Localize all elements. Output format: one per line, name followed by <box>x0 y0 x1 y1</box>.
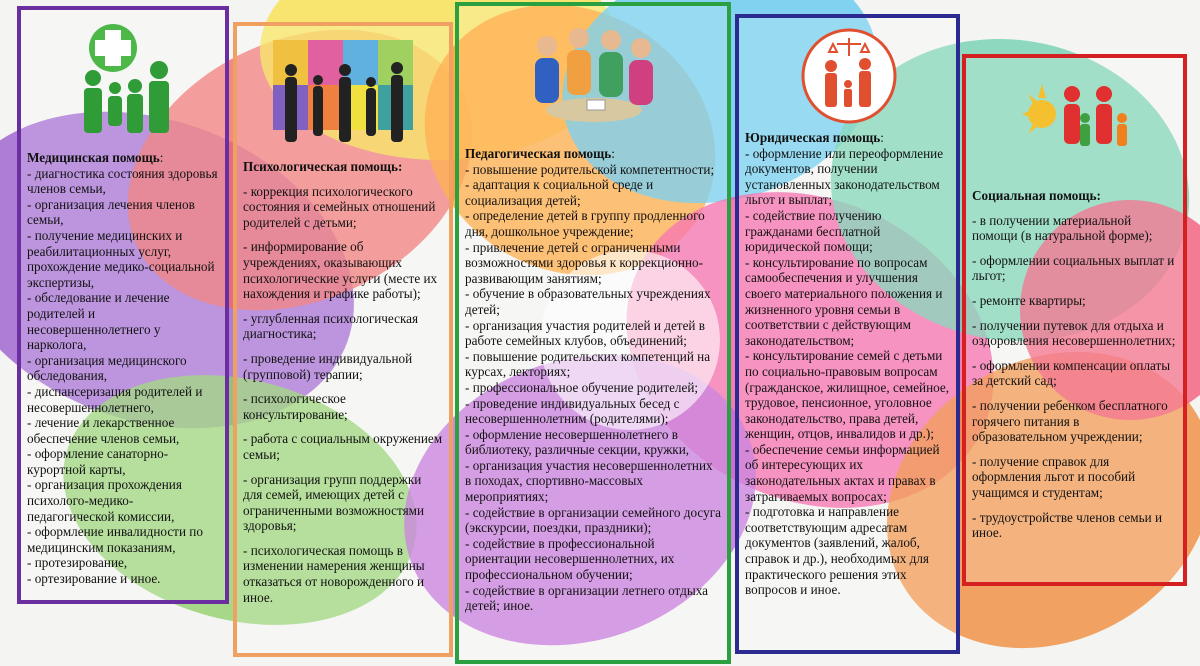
list-item: - оформлении компенсации оплаты за детский сад; <box>972 357 1171 389</box>
list-item: - содействие в профессиональной ориентации несовершеннолетних, их профессиональном обучении; <box>465 535 675 583</box>
list-item: - содействие в организации семейного досуга (экскурсии, поездки, праздники); <box>465 504 721 536</box>
list-item: - организация медицинского обследования, <box>27 352 187 384</box>
list-item: - подготовка и направление соответствующим адресатам документов (заявлений, жалоб, справок и др.), необходимых для практического решения этих вопросов и иное. <box>745 504 929 598</box>
list-item: - обследование и лечение родителей и несовершеннолетнего у нарколога, <box>27 290 170 353</box>
list-item: - получении путевок для отдыха и оздоровления несовершеннолетних; <box>972 317 1176 349</box>
list-item: - лечение и лекарственное обеспечение членов семьи, <box>27 415 180 446</box>
list-item: - организация лечения членов семьи, <box>27 196 195 228</box>
list-item: - проведение индивидуальных бесед с несовершеннолетним (родителями); <box>465 395 680 427</box>
legal-panel <box>735 14 960 654</box>
list-item: - ремонте квартиры; <box>972 292 1086 308</box>
list-item: - информирование об учреждениях, оказывающих психологические услуги (месте их нахождения и графике работы); <box>243 239 438 302</box>
list-item: - трудоустройстве членов семьи и иное. <box>972 509 1163 541</box>
list-item: - организация участия родителей и детей в работе семейных клубов, объединений; <box>465 317 706 349</box>
list-item: - оформлении социальных выплат и льгот; <box>972 252 1175 284</box>
list-item: - получение медицинских и реабилитационных услуг, прохождение медико-социальной экспертизы, <box>27 227 215 290</box>
pedagogical-list <box>465 162 721 614</box>
list-item: - консультирование по вопросам самообеспечения и улучшения своего материального положения и жизненного уровня семьи в соответствии с действующим законодательством; <box>745 254 943 348</box>
list-item: - коррекция психологического состояния и семейных отношений родителей с детьми; <box>243 183 436 230</box>
panel-title: Социальная помощь: <box>972 188 1101 203</box>
list-item: - углубленная психологическая диагностика; <box>243 310 419 342</box>
list-item: - получении ребенком бесплатного горячего питания в образовательном учреждении; <box>972 397 1168 445</box>
list-item: - оформление санаторно-курортной карты, <box>27 446 169 477</box>
list-item: - психологическая помощь в изменении намерения женщины отказаться от новорожденного и иное. <box>243 542 425 605</box>
list-item: - в получении материальной помощи (в натуральной форме); <box>972 212 1153 244</box>
list-item: - организация прохождения психолого-медико-педагогической комиссии, <box>27 477 182 524</box>
family-sun-icon <box>1022 74 1132 159</box>
list-item: - организация участия несовершеннолетних в походах, спортивно-массовых мероприятиях; <box>465 457 713 505</box>
list-item: - оформление инвалидности по медицинским показаниям, <box>27 524 203 555</box>
list-item: - оформление или переоформление документов, получении установленных законодательством льгот и выплат; <box>745 145 944 208</box>
psychological-panel <box>233 22 453 657</box>
list-item: - содействие в организации летнего отдыха детей; иное. <box>465 582 708 614</box>
list-item: - профессиональное обучение родителей; <box>465 379 699 395</box>
list-item: - оформление несовершеннолетнего в библиотеку, различные секции, кружки, <box>465 426 690 458</box>
social-list <box>972 213 1177 541</box>
social-panel <box>962 54 1187 586</box>
list-item: - организация групп поддержки для семей, имеющих детей с ограниченными возможностями здоровья; <box>243 471 425 534</box>
family-scales-icon <box>799 26 899 126</box>
list-item: - содействие получению гражданами бесплатной юридической помощи; <box>745 207 882 255</box>
panel-title: Юридическая помощь: <box>745 130 884 145</box>
psychological-list <box>243 184 443 606</box>
list-item: - определение детей в группу продленного дня, дошкольное учреждение; <box>465 208 705 239</box>
medical-panel <box>17 6 229 604</box>
list-item: - проведение индивидуальной (групповой) терапии; <box>243 350 413 382</box>
panel-title: Педагогическая помощь: <box>465 146 615 161</box>
list-item: - обучение в образовательных учреждениях детей; <box>465 286 711 317</box>
medical-family-cross-icon <box>73 18 183 138</box>
puzzle-people-icon <box>273 40 413 150</box>
list-item: - консультирование семей с детьми по социально-правовым вопросам (гражданское, жилищное, семейное, трудовое, пенсионное, уголовное законодательство, права детей, женщин, отцов, инвалидов и др.); <box>745 348 950 442</box>
teacher-group-icon <box>529 18 659 128</box>
list-item: - ортезирование и иное. <box>27 571 161 587</box>
list-item: - обеспечение семьи информацией об интересующих их законодательных актах и правах в затрагиваемых вопросах; <box>745 441 940 504</box>
list-item: - повышение родительской компетентности; <box>465 161 715 177</box>
panel-title: Медицинская помощь: <box>27 150 164 165</box>
panel-title: Психологическая помощь: <box>243 159 403 174</box>
list-item: - получение справок для оформления льгот и пособий учащимся и студентам; <box>972 453 1136 500</box>
list-item: - диспансеризация родителей и несовершеннолетнего, <box>27 383 203 415</box>
list-item: - диагностика состояния здоровья членов семьи, <box>27 165 218 197</box>
medical-list <box>27 166 219 587</box>
pedagogical-panel <box>455 2 731 664</box>
list-item: - психологическое консультирование; <box>243 391 348 422</box>
list-item: - протезирование, <box>27 555 128 571</box>
list-item: - привлечение детей с ограниченными возможностями здоровья к коррекционно-развивающим занятиям; <box>465 239 704 286</box>
list-item: - адаптация к социальной среде и социализация детей; <box>465 177 654 208</box>
legal-list <box>745 146 950 598</box>
list-item: - повышение родительских компетенций на курсах, лекториях; <box>465 348 711 380</box>
list-item: - работа с социальным окружением семьи; <box>243 431 443 462</box>
